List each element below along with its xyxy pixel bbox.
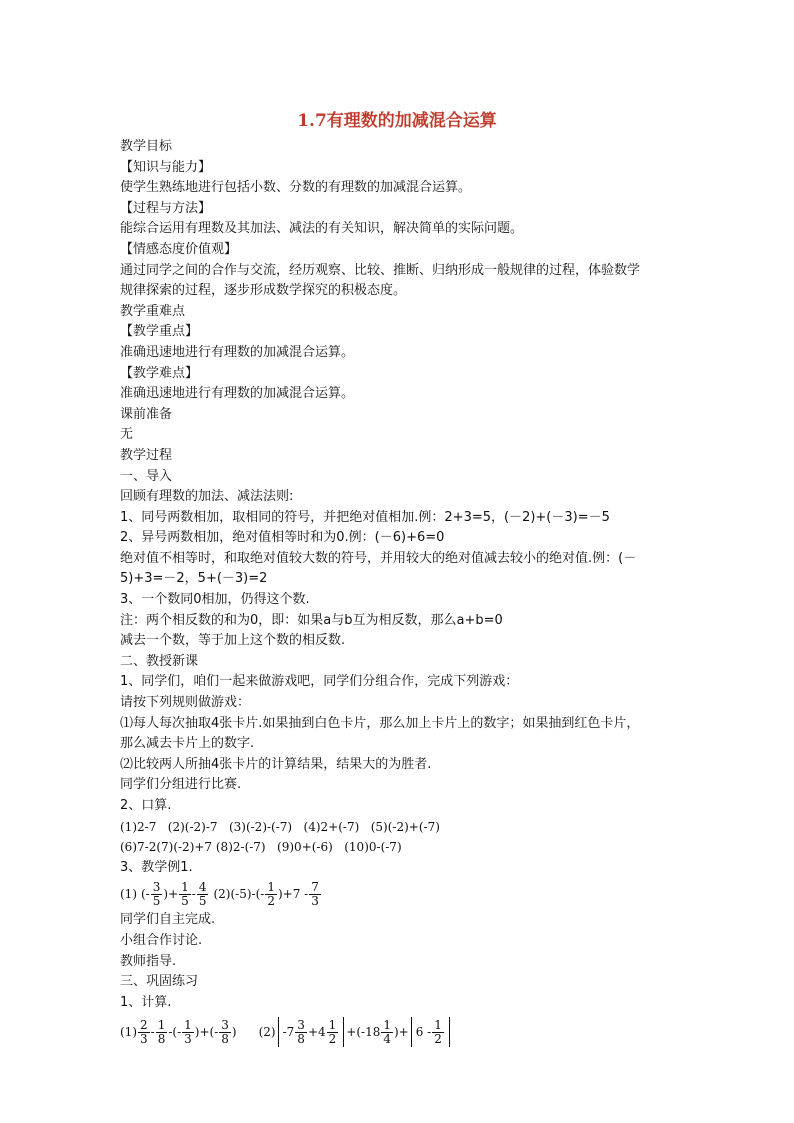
heading-objectives: 教学目标 xyxy=(120,139,173,154)
text-line: 通过同学之间的合作与交流，经历观察、比较、推断、归纳形成一般规律的过程，体验数学 xyxy=(120,262,641,278)
fraction: $\frac{4}{5}$ xyxy=(198,879,207,908)
text-line: 规律探索的过程，逐步形成数学探究的积极态度。 xyxy=(120,283,407,299)
text-line: 2、异号两数相加，绝对值相等时和为0.例：(－6)+6=0 xyxy=(120,530,445,546)
text-line: 1、计算. xyxy=(120,994,172,1010)
fraction: $\frac{3}{8}$ xyxy=(221,1017,229,1046)
text-line: 减去一个数，等于加上这个数的相反数. xyxy=(120,633,346,649)
fraction: $\frac{1}{8}$ xyxy=(157,1017,166,1046)
fraction: $\frac{1}{4}$ xyxy=(383,1017,391,1046)
fraction: $\frac{2}{3}$ xyxy=(140,1017,148,1046)
fraction: $\frac{1}{2}$ xyxy=(328,1017,337,1046)
text-line: 2、口算. xyxy=(120,798,172,813)
subheading-new-lesson: 二、教授新课 xyxy=(120,653,199,669)
text-line: 使学生熟练地进行包括小数、分数的有理数的加减混合运算。 xyxy=(120,180,472,196)
section-focus: 【教学重点】 xyxy=(120,324,199,340)
oral-exercises-row-1: (1)2-7 (2)(-2)-7 (3)(-2)-(-7) (4)2+(-7) (5)(-2)+(-7) xyxy=(120,819,440,834)
heading-preparation: 课前准备 xyxy=(120,406,173,422)
subheading-practice: 三、巩固练习 xyxy=(120,974,199,990)
text-line: ⑵比较两人所抽4张卡片的计算结果，结果大的为胜者. xyxy=(120,756,432,772)
absolute-value: -7 $\frac{3}{8}$ +4 $\frac{1}{2}$ xyxy=(278,1017,345,1047)
section-process: 【过程与方法】 xyxy=(120,200,212,216)
text-line: 能综合运用有理数及其加法、减法的有关知识，解决简单的实际问题。 xyxy=(120,221,524,237)
text-line: 那么减去卡片上的数字. xyxy=(120,736,255,752)
text-line: 5)+3=－2，5+(－3)=2 xyxy=(120,571,268,587)
fraction: $\frac{3}{5}$ xyxy=(152,879,161,908)
heading-key-points: 教学重难点 xyxy=(120,303,186,319)
fraction: $\frac{1}{3}$ xyxy=(184,1017,192,1046)
page-title: 1.7有理数的加减混合运算 xyxy=(297,111,497,131)
text-line: 准确迅速地进行有理数的加减混合运算。 xyxy=(120,386,355,402)
subheading-intro: 一、导入 xyxy=(120,468,173,484)
text-line: 同学们自主完成. xyxy=(120,912,216,928)
fraction: $\frac{1}{2}$ xyxy=(267,879,275,908)
text-line: 注：两个相反数的和为0，即：如果a与b互为相反数，那么a+b=0 xyxy=(120,612,503,628)
text-line: 同学们分组进行比赛. xyxy=(120,777,242,793)
fraction: $\frac{1}{5}$ xyxy=(181,879,189,908)
text-line: 3、一个数同0相加，仍得这个数. xyxy=(120,592,310,608)
text-line: ⑴每人每次抽取4张卡片.如果抽到白色卡片，那么加上卡片上的数字；如果抽到红色卡片， xyxy=(120,715,640,731)
text-line: 教师指导. xyxy=(120,953,177,969)
example-heading: 3、教学例1. xyxy=(120,859,193,875)
text-line: 绝对值不相等时，和取绝对值较大数的符号，并用较大的绝对值减去较小的绝对值.例：(－ xyxy=(120,550,637,566)
section-attitude: 【情感态度价值观】 xyxy=(120,241,238,257)
text-line: 小组合作讨论. xyxy=(120,932,203,948)
fraction: $\frac{3}{8}$ xyxy=(297,1017,305,1046)
practice-expression: (1) $\frac{2}{3}$ - $\frac{1}{8}$ -(- $\frac{1}{3}$ )+(- $\frac{3}{8}$ ) (2) -7 $\frac{3}{8}$ +4 $\frac{1}{2}$ +(-18 $\frac{1}{4}$ )+ 6 - $\frac{1}{2}$ xyxy=(120,1013,682,1051)
section-knowledge: 【知识与能力】 xyxy=(120,159,212,175)
text-line: 无 xyxy=(120,427,134,443)
text-line: 请按下列规则做游戏： xyxy=(120,695,251,711)
text-line: 1、同号两数相加，取相同的符号，并把绝对值相加.例：2+3=5，(－2)+(－3)=－5 xyxy=(120,509,610,525)
absolute-value: 6 - $\frac{1}{2}$ xyxy=(411,1017,450,1047)
document-body xyxy=(120,137,682,1051)
fraction: $\frac{7}{3}$ xyxy=(311,879,319,908)
fraction: $\frac{1}{2}$ xyxy=(434,1017,442,1046)
section-difficulty: 【教学难点】 xyxy=(120,365,199,381)
text-line: 1、同学们，咱们一起来做游戏吧，同学们分组合作，完成下列游戏： xyxy=(120,674,519,690)
text-line: 回顾有理数的加法、减法法则: xyxy=(120,489,294,505)
heading-process: 教学过程 xyxy=(120,447,173,463)
oral-exercises-row-2: (6)7-2(7)(-2)+7 (8)2-(-7) (9)0+(-6) (10)0-(-7) xyxy=(120,840,402,855)
example-1-expression: (1) (- $\frac{3}{5}$ )+ $\frac{1}{5}$ - $\frac{4}{5}$ (2)(-5)-(- $\frac{1}{2}$ )+7 - $\frac{7}{3}$ xyxy=(120,879,319,908)
text-line: 准确迅速地进行有理数的加减混合运算。 xyxy=(120,344,355,360)
